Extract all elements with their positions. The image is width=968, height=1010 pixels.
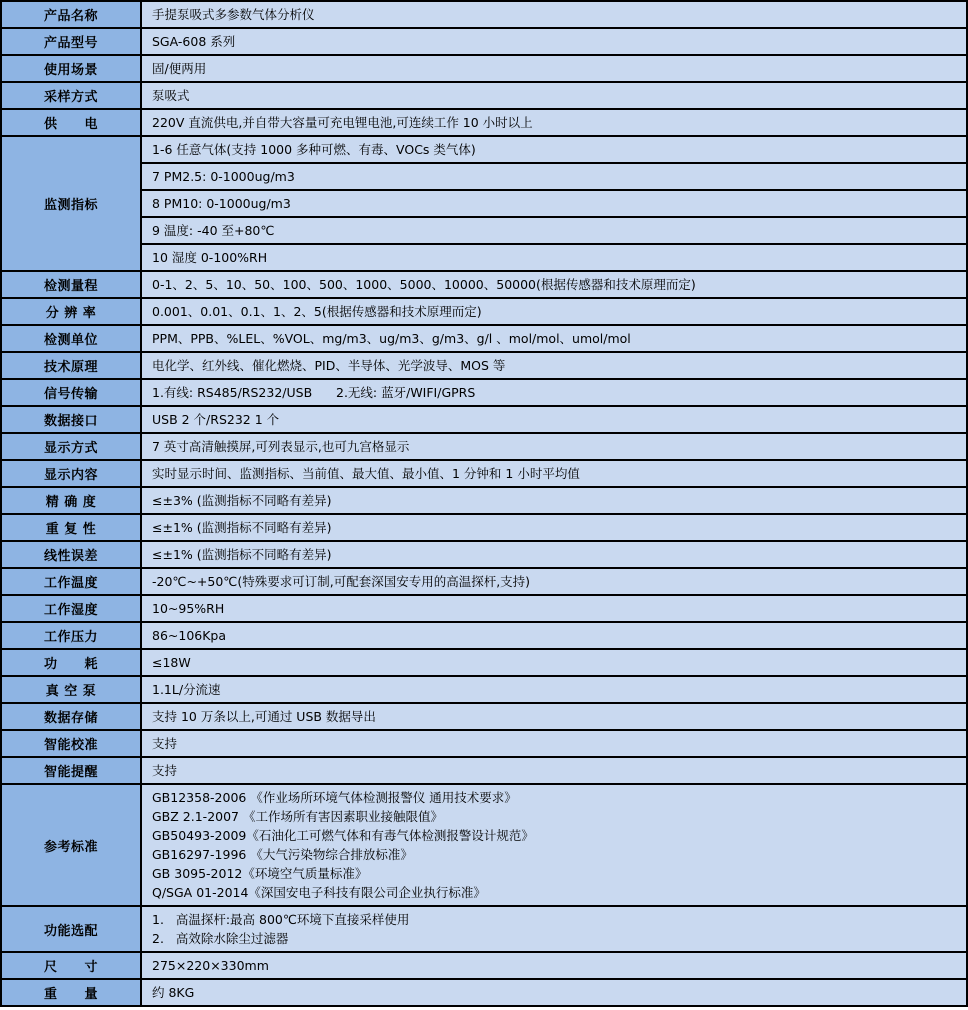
spec-value xyxy=(141,190,967,217)
spec-value-line: GB 3095-2012《环境空气质量标准》 xyxy=(152,866,368,881)
spec-value-line: 0.001、0.01、0.1、1、2、5(根据传感器和技术原理而定) xyxy=(152,304,482,319)
table-row xyxy=(1,217,967,244)
spec-label: 线性误差 xyxy=(1,541,141,568)
spec-value xyxy=(141,676,967,703)
spec-value-line: ≤±3% (监测指标不同略有差异) xyxy=(152,493,332,508)
table-row xyxy=(1,595,967,622)
spec-label: 使用场景 xyxy=(1,55,141,82)
table-row xyxy=(1,298,967,325)
spec-label: 智能校准 xyxy=(1,730,141,757)
spec-label: 工作温度 xyxy=(1,568,141,595)
table-row xyxy=(1,406,967,433)
spec-label: 参考标准 xyxy=(1,784,141,906)
spec-value xyxy=(141,55,967,82)
spec-value xyxy=(141,906,967,952)
table-row xyxy=(1,622,967,649)
spec-value xyxy=(141,952,967,979)
spec-value xyxy=(141,979,967,1006)
table-row xyxy=(1,514,967,541)
spec-value xyxy=(141,109,967,136)
spec-value xyxy=(141,649,967,676)
spec-label: 技术原理 xyxy=(1,352,141,379)
spec-value xyxy=(141,298,967,325)
spec-value-line: 1-6 任意气体(支持 1000 多种可燃、有毒、VOCs 类气体) xyxy=(152,142,476,157)
table-row xyxy=(1,703,967,730)
spec-value xyxy=(141,703,967,730)
table-row xyxy=(1,136,967,163)
table-row xyxy=(1,979,967,1006)
spec-value xyxy=(141,757,967,784)
table-row xyxy=(1,109,967,136)
spec-value-line: 支持 10 万条以上,可通过 USB 数据导出 xyxy=(152,709,376,724)
table-row xyxy=(1,649,967,676)
spec-label: 数据存储 xyxy=(1,703,141,730)
spec-value xyxy=(141,622,967,649)
spec-label: 供 电 xyxy=(1,109,141,136)
table-row xyxy=(1,163,967,190)
spec-value-line: GBZ 2.1-2007 《工作场所有害因素职业接触限值》 xyxy=(152,809,443,824)
spec-value-line: 1.1L/分流速 xyxy=(152,682,221,697)
spec-label: 检测单位 xyxy=(1,325,141,352)
spec-value xyxy=(141,487,967,514)
spec-label: 信号传输 xyxy=(1,379,141,406)
spec-label: 产品型号 xyxy=(1,28,141,55)
spec-value-line: 7 PM2.5: 0-1000ug/m3 xyxy=(152,169,295,184)
spec-value-line: 2. 高效除水除尘过滤器 xyxy=(152,931,289,946)
spec-value-line: 9 温度: -40 至+80℃ xyxy=(152,223,275,238)
spec-label: 真 空 泵 xyxy=(1,676,141,703)
table-row xyxy=(1,28,967,55)
spec-value-line: 手提泵吸式多参数气体分析仪 xyxy=(152,7,315,22)
spec-value xyxy=(141,136,967,163)
spec-value-line: 275×220×330mm xyxy=(152,958,269,973)
spec-value-line: 固/便两用 xyxy=(152,61,207,76)
spec-value-line: ≤18W xyxy=(152,655,191,670)
table-row xyxy=(1,244,967,271)
spec-value-line: -20℃~+50℃(特殊要求可订制,可配套深国安专用的高温探杆,支持) xyxy=(152,574,531,589)
spec-value-line: 泵吸式 xyxy=(152,88,190,103)
spec-value xyxy=(141,460,967,487)
spec-value-line: 约 8KG xyxy=(152,985,195,1000)
spec-label: 尺 寸 xyxy=(1,952,141,979)
spec-value-line: 220V 直流供电,并自带大容量可充电锂电池,可连续工作 10 小时以上 xyxy=(152,115,533,130)
spec-value-line: 1.有线: RS485/RS232/USB 2.无线: 蓝牙/WIFI/GPRS xyxy=(152,385,476,400)
spec-value-line: 0-1、2、5、10、50、100、500、1000、5000、10000、50000(根据传感器和技术原理而定) xyxy=(152,277,696,292)
spec-value xyxy=(141,271,967,298)
spec-value xyxy=(141,1,967,28)
spec-value xyxy=(141,730,967,757)
spec-value xyxy=(141,595,967,622)
spec-label: 分 辨 率 xyxy=(1,298,141,325)
spec-label: 智能提醒 xyxy=(1,757,141,784)
spec-value-line: 86~106Kpa xyxy=(152,628,227,643)
table-row xyxy=(1,271,967,298)
spec-value xyxy=(141,541,967,568)
spec-value xyxy=(141,568,967,595)
spec-value-line: 10 湿度 0-100%RH xyxy=(152,250,268,265)
table-row xyxy=(1,379,967,406)
spec-label: 功能选配 xyxy=(1,906,141,952)
spec-value-line: GB50493-2009《石油化工可燃气体和有毒气体检测报警设计规范》 xyxy=(152,828,534,843)
spec-value-line: 支持 xyxy=(152,736,178,751)
spec-value-line: 支持 xyxy=(152,763,178,778)
spec-table-body xyxy=(1,1,967,1006)
table-row xyxy=(1,82,967,109)
spec-value xyxy=(141,433,967,460)
table-row xyxy=(1,952,967,979)
table-row xyxy=(1,352,967,379)
spec-value-line: 7 英寸高清触摸屏,可列表显示,也可九宫格显示 xyxy=(152,439,410,454)
spec-value-line: PPM、PPB、%LEL、%VOL、mg/m3、ug/m3、g/m3、g/l 、mol/mol、umol/mol xyxy=(152,331,631,346)
spec-label: 显示内容 xyxy=(1,460,141,487)
spec-label: 检测量程 xyxy=(1,271,141,298)
spec-value xyxy=(141,217,967,244)
spec-label: 工作湿度 xyxy=(1,595,141,622)
spec-label: 重 量 xyxy=(1,979,141,1006)
spec-value-line: Q/SGA 01-2014《深国安电子科技有限公司企业执行标准》 xyxy=(152,885,486,900)
table-row xyxy=(1,433,967,460)
table-row xyxy=(1,730,967,757)
table-row xyxy=(1,1,967,28)
spec-value-line: SGA-608 系列 xyxy=(152,34,236,49)
spec-value-line: 10~95%RH xyxy=(152,601,225,616)
table-row xyxy=(1,906,967,952)
table-row xyxy=(1,487,967,514)
table-row xyxy=(1,190,967,217)
table-row xyxy=(1,55,967,82)
spec-value xyxy=(141,325,967,352)
table-row xyxy=(1,568,967,595)
spec-value-line: 1. 高温探杆:最高 800℃环境下直接采样使用 xyxy=(152,912,410,927)
spec-value-line: 8 PM10: 0-1000ug/m3 xyxy=(152,196,291,211)
spec-value-line: ≤±1% (监测指标不同略有差异) xyxy=(152,547,332,562)
spec-value-line: 实时显示时间、监测指标、当前值、最大值、最小值、1 分钟和 1 小时平均值 xyxy=(152,466,580,481)
spec-value xyxy=(141,379,967,406)
table-row xyxy=(1,676,967,703)
spec-value-line: GB12358-2006 《作业场所环境气体检测报警仪 通用技术要求》 xyxy=(152,790,517,805)
spec-value xyxy=(141,82,967,109)
spec-value-line: GB16297-1996 《大气污染物综合排放标准》 xyxy=(152,847,413,862)
table-row xyxy=(1,541,967,568)
spec-label: 监测指标 xyxy=(1,136,141,271)
spec-label: 重 复 性 xyxy=(1,514,141,541)
spec-value xyxy=(141,784,967,906)
table-row xyxy=(1,757,967,784)
spec-value xyxy=(141,163,967,190)
spec-label: 显示方式 xyxy=(1,433,141,460)
table-row xyxy=(1,784,967,906)
spec-label: 功 耗 xyxy=(1,649,141,676)
spec-label: 产品名称 xyxy=(1,1,141,28)
spec-label: 精 确 度 xyxy=(1,487,141,514)
table-row xyxy=(1,325,967,352)
spec-value xyxy=(141,406,967,433)
spec-label: 采样方式 xyxy=(1,82,141,109)
spec-value xyxy=(141,28,967,55)
spec-label: 数据接口 xyxy=(1,406,141,433)
spec-value-line: 电化学、红外线、催化燃烧、PID、半导体、光学波导、MOS 等 xyxy=(152,358,506,373)
table-row xyxy=(1,460,967,487)
spec-value xyxy=(141,514,967,541)
spec-label: 工作压力 xyxy=(1,622,141,649)
spec-value-line: ≤±1% (监测指标不同略有差异) xyxy=(152,520,332,535)
spec-value xyxy=(141,352,967,379)
spec-value-line: USB 2 个/RS232 1 个 xyxy=(152,412,280,427)
spec-value xyxy=(141,244,967,271)
